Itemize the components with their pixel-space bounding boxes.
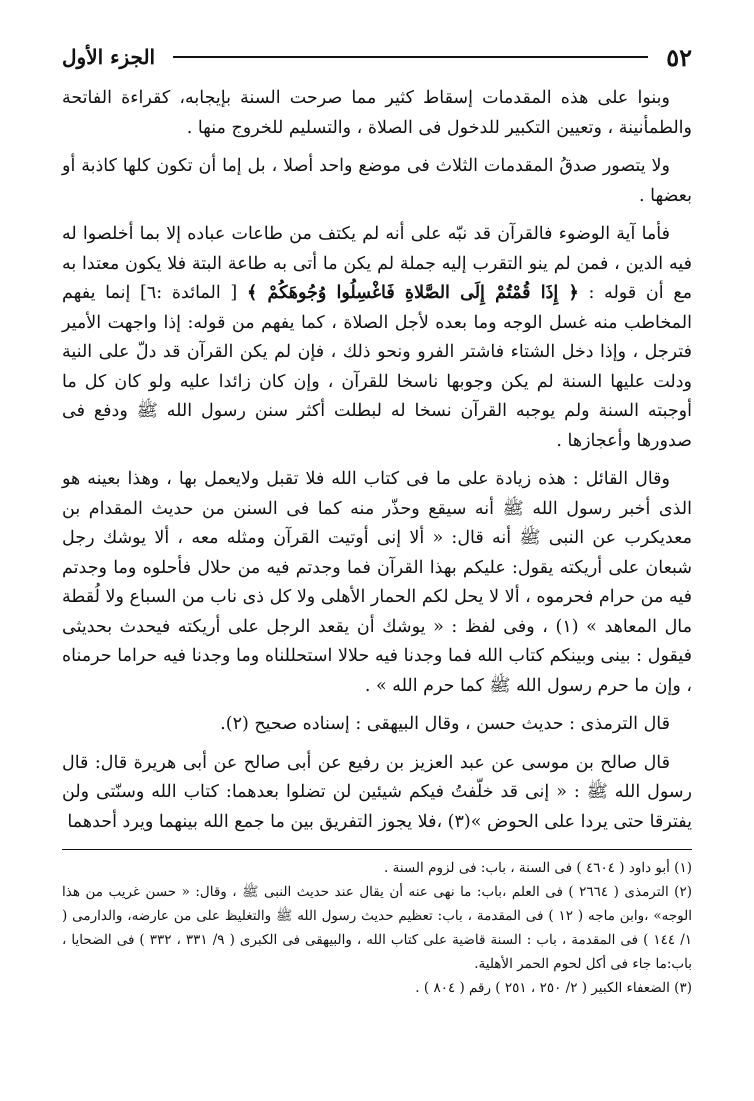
- paragraph: وبنوا على هذه المقدمات إسقاط كثير مما صرحت السنة بإيجابه، كقراءة الفاتحة والطمأنينة ، وتعيين التكبير للدخول فى الصلاة ، والتسليم للخروج منها .: [62, 88, 692, 138]
- footnote-separator: [62, 849, 692, 850]
- paragraph: وقال القائل : هذه زيادة على ما فى كتاب الله فلا تقبل ولايعمل بها ، وهذا بعينه هو الذى أخبر رسول الله ﷺ أنه سيقع وحذّر منه كما فى السنن من حديث المقدام بن معديكرب عن النبى ﷺ أنه قال: « ألا إنى أوتيت القرآن ومثله معه ، ألا يوشك رجل شبعان على أريكته يقول: عليكم بهذا القرآن فما وجدتم فيه من حلال فأحلوه وما وجدتم فيه من حرام فحرموه ، ألا لا يحل لكم الحمار الأهلى ولا كل ذى ناب من السباع ولا لُقطة مال المعاهد » (١) ، وفى لفظ : « يوشك أن يقعد الرجل على أريكته فيحدث بحديثى فيقول : بينى وبينكم كتاب الله فما وجدنا فيه حلالا استحللناه وما وجدنا فيه حراما حرمناه ، وإن ما حرم رسول الله ﷺ كما حرم الله » .: [62, 469, 692, 696]
- footnotes: [62, 856, 692, 1000]
- quran-verse: ﴿ إِذَا قُمْتُمْ إِلَى الصَّلاةِ فَاغْسِلُوا وُجُوهَكُمْ ﴾: [246, 283, 579, 303]
- footnote: (٣) الضعفاء الكبير ( ٢/ ٢٥٠ ، ٢٥١ ) رقم ( ٨٠٤ ) .: [415, 980, 692, 996]
- page-number: ٥٢: [666, 42, 692, 72]
- part-title: الجزء الأول: [62, 45, 156, 69]
- paragraph-text: [ المائدة :٦] إنما يفهم المخاطب منه غسل الوجه وما بعده لأجل الصلاة ، كما يفهم من قوله: إذا واجهت الأمير فترجل ، وإذا دخل الشتاء فاشتر الفرو ونحو ذلك ، فإن لم يكن القرآن قد دلّ على النية ودلت عليها السنة لم يكن وجوبها ناسخا للقرآن ، وإن كان زائدا عليه ولو كان كل ما أوجبته السنة ولم يوجبه القرآن نسخا له لبطلت أكثر سنن رسول الله ﷺ ودفع فى صدورها وأعجازها .: [62, 283, 692, 451]
- paragraph: ولا يتصور صدقُ المقدمات الثلاث فى موضع واحد أصلا ، بل إما أن تكون كلها كاذبة أو بعضها .: [62, 156, 692, 206]
- main-text: [62, 84, 692, 837]
- paragraph: قال الترمذى : حديث حسن ، وقال البيهقى : إسناده صحيح (٢).: [220, 714, 670, 734]
- paragraph-text: فأما آية الوضوء فالقرآن قد نبّه على أنه لم يكتف من طاعات عباده إلا بما أخلصوا له فيه الدين ، فمن لم ينو التقرب إليه جملة لم يكن ما أتى به طاعة البتة فلا يكون معتدا به مع أن قوله :: [62, 224, 693, 303]
- paragraph: قال صالح بن موسى عن عبد العزيز بن رفيع عن أبى صالح عن أبى هريرة قال: قال رسول الله ﷺ : « إنى قد خلّفتُ فيكم شيئين لن تضلوا بعدهما: كتاب الله وسنّتى ولن يفترقا حتى يردا على الحوض »(٣) ،فلا يجوز التفريق بين ما جمع الله بينهما ويرد أحدهما: [62, 752, 692, 832]
- header-rule: [173, 56, 648, 58]
- footnote: (٢) الترمذى ( ٢٦٦٤ ) فى العلم ،باب: ما نهى عنه أن يقال عند حديث النبى ﷺ ، وقال: « حسن غريب من هذا الوجه» ،وابن ماجه ( ١٢ ) فى المقدمة ، باب: تعظيم حديث رسول الله ﷺ والتغليظ على من عارضه، والدارمى ( ١/ ١٤٤ ) فى المقدمة ، باب : السنة قاضية على كتاب الله ، والبيهقى فى الكبرى ( ٩/ ٣٣١ ، ٣٣٢ ) فى الضحايا ، باب:ما جاء فى أكل لحوم الحمر الأهلية.: [62, 884, 693, 972]
- footnote: (١) أبو داود ( ٤٦٠٤ ) فى السنة ، باب: فى لزوم السنة .: [384, 860, 692, 876]
- paragraph: [62, 220, 692, 456]
- page-header: [62, 40, 692, 74]
